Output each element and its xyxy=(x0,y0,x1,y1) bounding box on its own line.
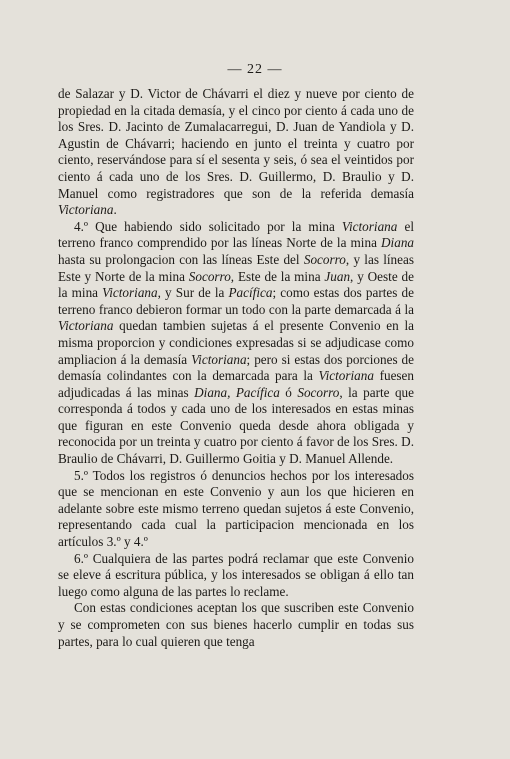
paragraph-1: de Salazar y D. Victor de Chávarri el diez y nueve por ciento de propiedad en la citada demasía, y el cinco por ciento á cada uno de los Sres. D. Jacinto de Zumalacarregui, D. Juan de Yandiola y D. Agustin de Chávarri; haciendo en junto el treinta y cuatro por ciento, reservándose para sí el sesenta y seis, ó sea el veintidos por ciento á cada uno de los Sres. D. Guillermo, D. Braulio y D. Manuel como registradores que son de la referida demasía Victoriana. xyxy=(58,86,414,218)
paragraph-4: 6.º Cualquiera de las partes podrá reclamar que este Convenio se eleve á escritura pública, y los interesados se obligan á ello tan luego como alguna de las partes lo reclame. xyxy=(58,550,414,599)
paragraph-3: 5.º Todos los registros ó denuncios hechos por los interesados que se mencionan en este Convenio y aun los que hicieren en adelante sobre este mismo terreno quedan sujetos á este Convenio, representando cada cual la participacion mencionada en los artículos 3.º y 4.º xyxy=(58,467,414,550)
page-body xyxy=(58,86,414,650)
paragraph-5: Con estas condiciones aceptan los que suscriben este Convenio y se comprometen con sus bienes hacerlo cumplir en todas sus partes, para lo cual quieren que tenga xyxy=(58,600,414,649)
paragraph-2: 4.º Que habiendo sido solicitado por la mina Victoriana el terreno franco comprendido por las líneas Norte de la mina Diana hasta su prolongacion con las líneas Este del Socorro, y las líneas Este y Norte de la mina Socorro, Este de la mina Juan, y Oeste de la mina Victoriana, y Sur de la Pacífica; como estas dos partes de terreno franco debieron formar un todo con la parte demarcada á la Victoriana quedan tambien sujetas á el presente Convenio en la misma proporcion y condiciones expresadas si se adjudicase como ampliacion á la demasía Victoriana; pero si estas dos porciones de demasía colindantes con la demarcada para la Victoriana fuesen adjudicadas á las minas Diana, Pacífica ó Socorro, la parte que corresponda á todos y cada uno de los interesados en estas minas que figuran en este Convenio queda desde ahora obligada y reconocida por un treinta y cuatro por ciento á favor de los Sres. D. Braulio de Chávarri, D. Guillermo Goitia y D. Manuel Allende. xyxy=(58,218,415,467)
page-number: — 22 — xyxy=(227,62,283,77)
